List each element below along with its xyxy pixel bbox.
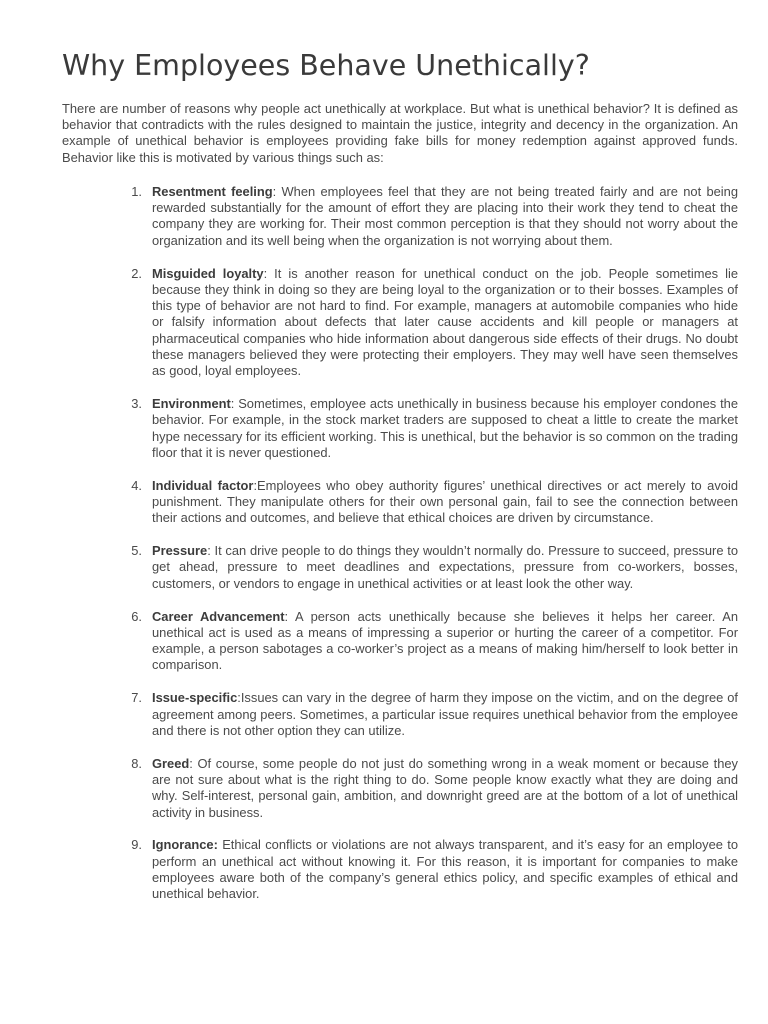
item-text: : When employees feel that they are not being treated fairly and are not being rewarded substantially for the amount of effort they are placing into their work they tend to cheat the company they are working for. Their most common perception is that they should not worry about the organization and its well being when the organization is not worrying about them. bbox=[152, 183, 738, 248]
item-number: 4. bbox=[131, 477, 142, 493]
item-number: 5. bbox=[131, 543, 142, 559]
list-item bbox=[62, 609, 738, 674]
item-text: Ethical conflicts or violations are not always transparent, and it’s easy for an employee to perform an unethical act without knowing it. For this reason, it is important for companies to make employees aware both of the company’s general ethics policy, and specific examples of ethical and unethical behavior. bbox=[152, 837, 738, 902]
item-text: : It can drive people to do things they wouldn’t normally do. Pressure to succeed, pressure to get ahead, pressure to meet deadlines and expectations, pressure from co-workers, bosses, customers, or vendors to engage in unethical activities or at least look the other way. bbox=[152, 543, 738, 591]
document-page bbox=[62, 46, 738, 919]
item-text: : A person acts unethically because she believes it helps her career. An unethical act is used as a means of impressing a superior or hurting the career of a competitor. For example, a person sabotages a co-worker’s project as a means of making him/herself to look better in comparison. bbox=[152, 608, 739, 673]
list-item bbox=[62, 690, 738, 739]
item-term: Resentment feeling bbox=[152, 183, 273, 199]
page-title: Why Employees Behave Unethically? bbox=[62, 49, 590, 82]
list-item bbox=[62, 184, 738, 249]
item-text: : It is another reason for unethical conduct on the job. People sometimes lie because they think in doing so they are being loyal to the organization or to their bosses. Examples of this type of behavior are not hard to find. For example, managers at automobile companies who hide or falsify information about defects that later cause accidents and kill people or managers at pharmaceutical companies who hide information about dangerous side effects of their drugs. No doubt these managers believed they were protecting their employers. They may well have seen themselves as good, loyal employees. bbox=[152, 265, 738, 379]
item-term: Misguided loyalty bbox=[152, 265, 264, 281]
item-number: 8. bbox=[131, 755, 142, 771]
item-term: Issue-specific bbox=[152, 690, 238, 706]
item-number: 6. bbox=[131, 608, 142, 624]
item-number: 2. bbox=[131, 265, 142, 281]
list-item bbox=[62, 266, 738, 380]
list-item bbox=[62, 396, 738, 461]
item-text: : Sometimes, employee acts unethically in business because his employer condones the behavior. For example, in the stock market traders are supposed to cheat a little to create the market hype necessary for its efficient working. This is unethical, but the behavior is so common on the trading floor that it is never questioned. bbox=[152, 396, 738, 460]
list-item bbox=[62, 837, 738, 902]
item-term: Pressure bbox=[152, 543, 208, 559]
list-item bbox=[62, 478, 738, 527]
item-text: :Employees who obey authority figures’ unethical directives or act merely to avoid punishment. They manipulate others for their own personal gain, fail to see the connection between their actions and outcomes, and believe that ethical choices are driven by circumstance. bbox=[152, 477, 739, 526]
item-term: Environment bbox=[152, 396, 231, 412]
reasons-list bbox=[62, 184, 738, 903]
item-number: 7. bbox=[131, 690, 142, 706]
item-text: : Of course, some people do not just do something wrong in a weak moment or because they are not sure about what is the right thing to do. Some people know exactly what they are doing and why. Self-interest, personal gain, ambition, and downright greed are at the bottom of a lot of unethical activity in business. bbox=[152, 755, 738, 820]
list-item bbox=[62, 756, 738, 821]
item-number: 3. bbox=[131, 396, 142, 412]
intro-paragraph: There are number of reasons why people act unethically at workplace. But what is unethical behavior? It is defined as behavior that contradicts with the rules designed to maintain the justice, integrity and decency in the organization. An example of unethical behavior is employees providing fake bills for money redemption against approved funds. Behavior like this is motivated by various things such as: bbox=[62, 101, 738, 165]
item-term: Career Advancement bbox=[152, 608, 285, 624]
item-term: Individual factor bbox=[152, 477, 254, 493]
item-term: Greed bbox=[152, 755, 190, 771]
item-number: 1. bbox=[131, 183, 142, 199]
item-number: 9. bbox=[131, 837, 142, 853]
item-term: Ignorance: bbox=[152, 837, 218, 853]
item-text: :Issues can vary in the degree of harm they impose on the victim, and on the degree of agreement among peers. Sometimes, a particular issue requires unethical behavior from the employee and there is not other option they can utilize. bbox=[152, 690, 738, 738]
list-item bbox=[62, 543, 738, 592]
